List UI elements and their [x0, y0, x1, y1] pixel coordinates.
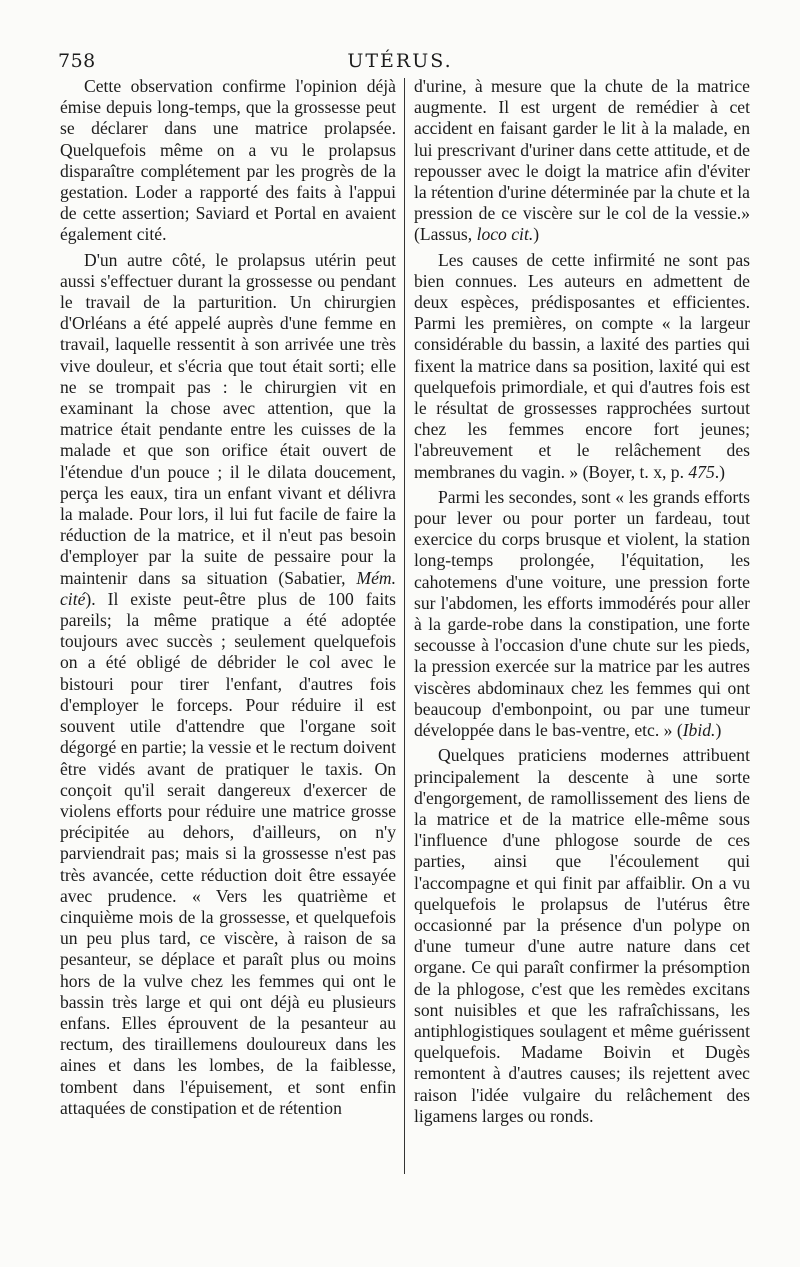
citation-italic: Mém. cité — [60, 567, 396, 609]
page-number: 758 — [58, 50, 96, 72]
citation-italic: loco cit. — [476, 224, 534, 245]
paragraph: d'urine, à mesure que la chute de la matrice augmente. Il est urgent de remédier à cet accident en faisant garder le lit à la malade, en lui prescrivant d'uriner dans cette attitude, et de repousser avec le doigt la matrice afin d'éviter la rétention d'urine déterminée par la chute et la pression de ce viscère sur le col de la vessie.» (Lassus, loco cit.) — [414, 76, 750, 245]
right-column — [414, 76, 750, 1127]
paragraph: Quelques praticiens modernes attribuent principalement la descente à une sorte d'engorgement, de ramollissement des liens de la matrice et de la matrice elle-même sous l'influence d'une phlogose sourde de ces parties, ainsi que l'écoulement qui l'accompagne et qui finit par affaiblir. On a vu quelquefois le prolapsus de l'utérus être occasionné par la présence d'un polype on d'une tumeur d'une autre nature dans cet organe. Ce qui paraît confirmer la présomption de la phlogose, c'est que les remèdes excitans sont nuisibles et que les rafraîchissans, les antiphlogistiques soulagent et même guérissent quelquefois. Madame Boivin et Dugès remontent à d'autres causes; ils rejettent avec raison l'idée vulgaire du relâchement des ligamens larges ou ronds. — [414, 745, 750, 1126]
paragraph: Parmi les secondes, sont « les grands efforts pour lever ou pour porter un fardeau, tout exercice du corps brusque et violent, la station long-temps prolongée, l'équitation, les cahotemens d'une voiture, une pression forte sur l'abdomen, les efforts immodérés pour aller à la garde-robe dans la constipation, une forte secousse à l'occasion d'une chute sur les pieds, la pression exercée sur la matrice par les autres viscères abdominaux chez les femmes qui ont beaucoup d'embonpoint, ou par une tumeur développée dans le bas-ventre, etc. » (Ibid.) — [414, 486, 750, 741]
paragraph: Cette observation confirme l'opinion déjà émise depuis long-temps, que la grossesse peut se déclarer dans une matrice prolapsée. Quelquefois même on a vu le prolapsus disparaître complétement par les progrès de la gestation. Loder a rapporté des faits à l'appui de cette assertion; Saviard et Portal en avaient également cité. — [60, 76, 396, 245]
left-column — [60, 76, 396, 1119]
running-title: UTÉRUS. — [347, 50, 453, 72]
paragraph: Les causes de cette infirmité ne sont pas bien connues. Les auteurs en admettent de deux espèces, prédisposantes et efficientes. Parmi les premières, on compte « la largeur considérable du bassin, a laxité des parties qui fixent la matrice dans sa position, laxité qui est quelquefois primordiale, et qui d'autres fois est le résultat de grossesses rapprochées surtout chez les femmes encore fort jeunes; l'abreuvement et le relâchement des membranes du vagin. » (Boyer, t. x, p. 475.) — [414, 249, 750, 482]
column-rule — [404, 78, 405, 1174]
paragraph: D'un autre côté, le prolapsus utérin peut aussi s'effectuer durant la grossesse ou pendant le travail de la parturition. Un chirurgien d'Orléans a été appelé auprès d'une femme en travail, laquelle ressentit à son arrivée une très vive douleur, et s'écria que tout était sorti; elle ne se trompait pas : le chirurgien vit en examinant la chose avec attention, que la matrice était pendante entre les cuisses de la malade et que son orifice était ouvert de l'étendue d'un pouce ; il le dilata doucement, perça les eaux, tira un enfant vivant et délivra la malade. Pour lors, il lui fut facile de faire la réduction de la matrice, et il n'eut pas besoin d'employer par la suite de pessaire pour la maintenir dans sa situation (Sabatier, Mém. cité). Il existe peut-être plus de 100 faits pareils; la même pratique a été adoptée toujours avec succès ; seulement quelquefois on a été obligé de débrider le col avec le bistouri pour tirer l'enfant, d'autres fois d'employer le forceps. Pour réduire il est souvent utile d'attendre que l'organe soit dégorgé en partie; la vessie et le rectum doivent être vidés avant de pratiquer le taxis. On conçoit qu'il serait dangereux d'exercer de violens efforts pour réduire une matrice grosse précipitée au dehors, d'ailleurs, on n'y parviendrait pas; mais si la grossesse n'est pas très avancée, cette réduction doit être essayée avec prudence. « Vers les quatrième et cinquième mois de la grossesse, et quelquefois un peu plus tard, ce viscère, à raison de sa pesanteur, se déplace et paraît plus ou moins hors de la vulve chez les femmes qui ont le bassin très large et qui ont déjà eu plusieurs enfans. Elles éprouvent de la pesanteur au rectum, des tiraillemens douloureux dans les aines et dans les lombes, de la faiblesse, tombent dans l'épuisement, et sont enfin attaquées de constipation et de rétention — [60, 249, 396, 1118]
citation-italic: Ibid. — [682, 720, 716, 741]
citation-italic: 475 — [688, 461, 715, 482]
